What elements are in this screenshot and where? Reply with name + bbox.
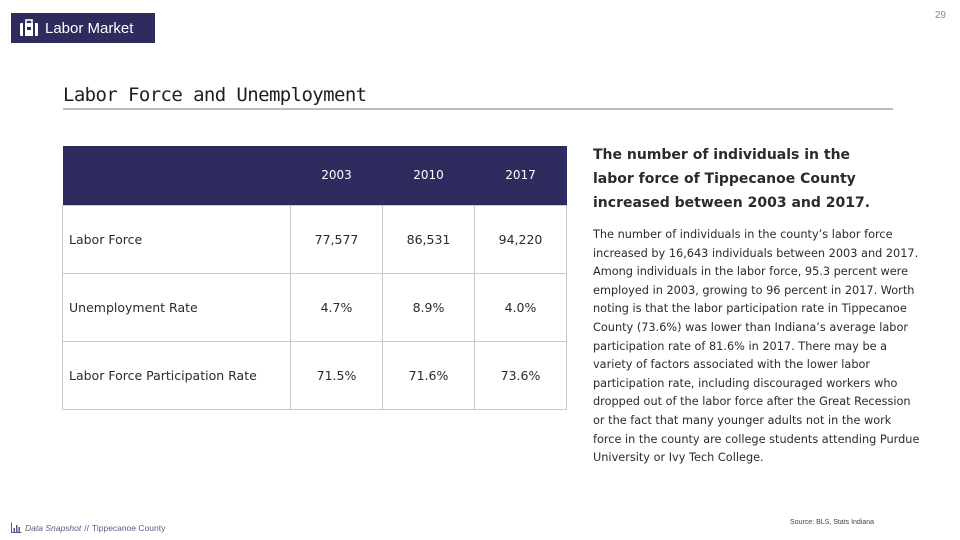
summary-body: The number of individuals in the county’s labor force increased by 16,643 individuals between 2003 and 2017. Among individuals in the labor force, 95.3 percent were employed in 2003, growing to 96 percent in 2017. Worth noting is that the labor participation rate in Tippecanoe County (73.6%) was lower than Indiana’s average labor participation rate of 81.6% in 2017. There may be a variety of factors associated with the lower labor participation rate, including discouraged workers who dropped out of the labor force after the Great Recession or the fact that many younger adults not in the work force in the county are college students attending Purdue University or Ivy Tech College. (593, 228, 920, 465)
summary-heading: The number of individuals in the labor force of Tippecanoe County increased between 2003 and 2017. (593, 147, 871, 211)
table-cell: 4.0% (475, 273, 567, 341)
table-row (63, 205, 567, 273)
bar-chart-icon (11, 522, 22, 533)
footer-brand (11, 522, 165, 533)
footer-separator: // (84, 522, 89, 533)
table-cell: 94,220 (475, 205, 567, 273)
table-cell: 71.6% (383, 341, 475, 409)
table-header-cell: 2010 (383, 146, 475, 205)
table-cell: 73.6% (475, 341, 567, 409)
footer-title: Data Snapshot (25, 522, 82, 533)
footer-county: Tippecanoe County (91, 522, 166, 533)
table-row (63, 273, 567, 341)
table-cell: 86,531 (383, 205, 475, 273)
row-label: Labor Force (63, 205, 291, 273)
table-header-cell: 2003 (291, 146, 383, 205)
briefcase-icon (19, 19, 39, 37)
table-row (63, 341, 567, 409)
source-note: Source: BLS, Stats Indiana (790, 519, 875, 526)
page-title: Labor Force and Unemployment (63, 84, 367, 106)
table-cell: 4.7% (291, 273, 383, 341)
table-header-cell: 2017 (475, 146, 567, 205)
table-header-row (63, 146, 567, 205)
page-number: 29 (934, 10, 946, 21)
table-cell: 8.9% (383, 273, 475, 341)
table-cell: 71.5% (291, 341, 383, 409)
section-badge (11, 13, 155, 43)
row-label: Labor Force Participation Rate (63, 341, 291, 409)
title-divider (63, 108, 893, 110)
table-header-cell (63, 146, 291, 205)
row-label: Unemployment Rate (63, 273, 291, 341)
labor-force-table (62, 146, 567, 410)
section-badge-label: Labor Market (45, 19, 134, 37)
table-cell: 77,577 (291, 205, 383, 273)
